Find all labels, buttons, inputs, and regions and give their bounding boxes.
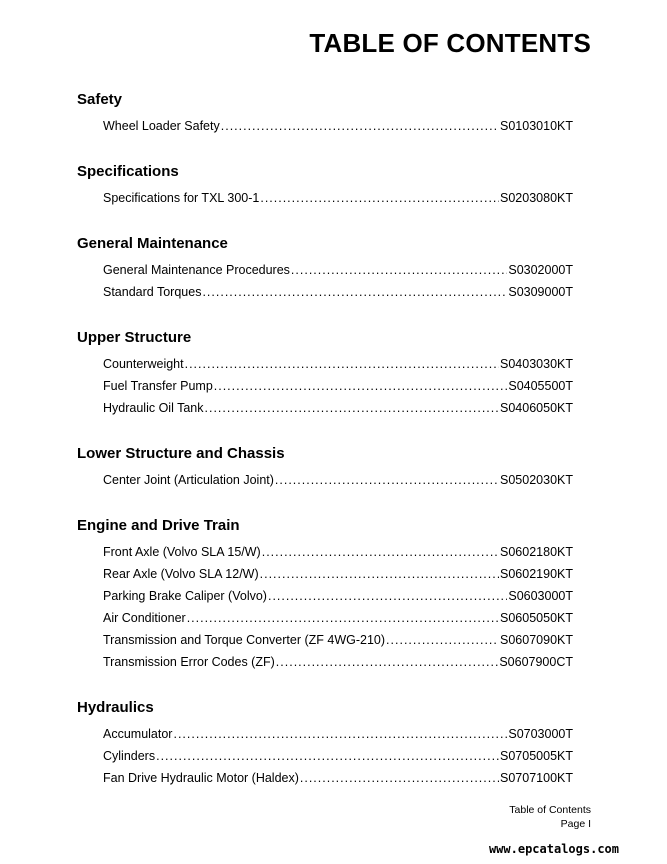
dot-leader [214,375,508,397]
entry-code: S0309000T [508,285,573,299]
dot-leader [221,115,499,137]
toc-entry[interactable] [103,469,573,491]
toc-entry[interactable] [103,651,573,673]
toc-section-specifications [77,162,573,209]
entry-label: Transmission Error Codes (ZF) [103,655,275,669]
toc-entry[interactable] [103,541,573,563]
entry-label: Parking Brake Caliper (Volvo) [103,589,267,603]
dot-leader [202,281,507,303]
entry-code: S0705005KT [500,749,573,763]
footer-page-number: Page I [560,818,591,830]
entry-code: S0603000T [508,589,573,603]
entry-label: General Maintenance Procedures [103,263,290,277]
entry-code: S0405500T [508,379,573,393]
entry-code: S0605050KT [500,611,573,625]
entry-label: Fuel Transfer Pump [103,379,213,393]
entry-label: Hydraulic Oil Tank [103,401,204,415]
entry-code: S0103010KT [500,119,573,133]
dot-leader [262,541,499,563]
entry-label: Standard Torques [103,285,202,299]
footer-doc-title: Table of Contents [509,804,591,816]
entry-label: Wheel Loader Safety [103,119,220,133]
page-footer [509,803,591,831]
entry-label: Counterweight [103,357,184,371]
dot-leader [276,651,499,673]
dot-leader [275,469,499,491]
entry-code: S0502030KT [500,473,573,487]
toc-section-general-maintenance [77,234,573,303]
toc-entry[interactable] [103,281,573,303]
section-title: Hydraulics [77,699,154,716]
table-of-contents [77,90,573,814]
toc-entry[interactable] [103,629,573,651]
entry-code: S0707100KT [500,771,573,785]
toc-entry[interactable] [103,375,573,397]
entry-code: S0607090KT [500,633,573,647]
section-title: Upper Structure [77,329,192,346]
toc-entry[interactable] [103,259,573,281]
dot-leader [260,187,499,209]
toc-section-engine-drive-train [77,516,573,673]
toc-entry[interactable] [103,563,573,585]
toc-entry[interactable] [103,745,573,767]
entry-label: Fan Drive Hydraulic Motor (Haldex) [103,771,299,785]
entry-label: Cylinders [103,749,156,763]
toc-section-upper-structure [77,328,573,419]
toc-entry[interactable] [103,767,573,789]
dot-leader [386,629,499,651]
entry-label: Transmission and Torque Converter (ZF 4WG-210) [103,633,386,647]
entry-label: Specifications for TXL 300-1 [103,191,260,205]
toc-section-lower-structure [77,444,573,491]
dot-leader [300,767,499,789]
section-title: Engine and Drive Train [77,517,240,534]
entry-label: Air Conditioner [103,611,186,625]
section-title: Lower Structure and Chassis [77,445,285,462]
entry-code: S0203080KT [500,191,573,205]
entry-code: S0302000T [508,263,573,277]
dot-leader [173,723,507,745]
entry-label: Accumulator [103,727,173,741]
toc-entry[interactable] [103,397,573,419]
entry-label: Rear Axle (Volvo SLA 12/W) [103,567,259,581]
entry-code: S0607900CT [499,655,573,669]
section-title: Safety [77,91,123,108]
entry-code: S0403030KT [500,357,573,371]
entry-label: Center Joint (Articulation Joint) [103,473,274,487]
toc-entry[interactable] [103,607,573,629]
section-title: General Maintenance [77,235,228,252]
dot-leader [185,353,499,375]
entry-code: S0602190KT [500,567,573,581]
toc-section-hydraulics [77,698,573,789]
toc-entry[interactable] [103,585,573,607]
toc-entry[interactable] [103,115,573,137]
watermark: www.epcatalogs.com [488,842,619,856]
entry-code: S0703000T [508,727,573,741]
toc-entry[interactable] [103,187,573,209]
entry-code: S0406050KT [500,401,573,415]
dot-leader [291,259,507,281]
dot-leader [260,563,499,585]
toc-section-safety [77,90,573,137]
toc-entry[interactable] [103,353,573,375]
section-title: Specifications [77,163,179,180]
entry-label: Front Axle (Volvo SLA 15/W) [103,545,261,559]
dot-leader [205,397,500,419]
dot-leader [156,745,499,767]
toc-entry[interactable] [103,723,573,745]
dot-leader [187,607,499,629]
entry-code: S0602180KT [500,545,573,559]
page-title: TABLE OF CONTENTS [309,28,591,58]
dot-leader [268,585,507,607]
